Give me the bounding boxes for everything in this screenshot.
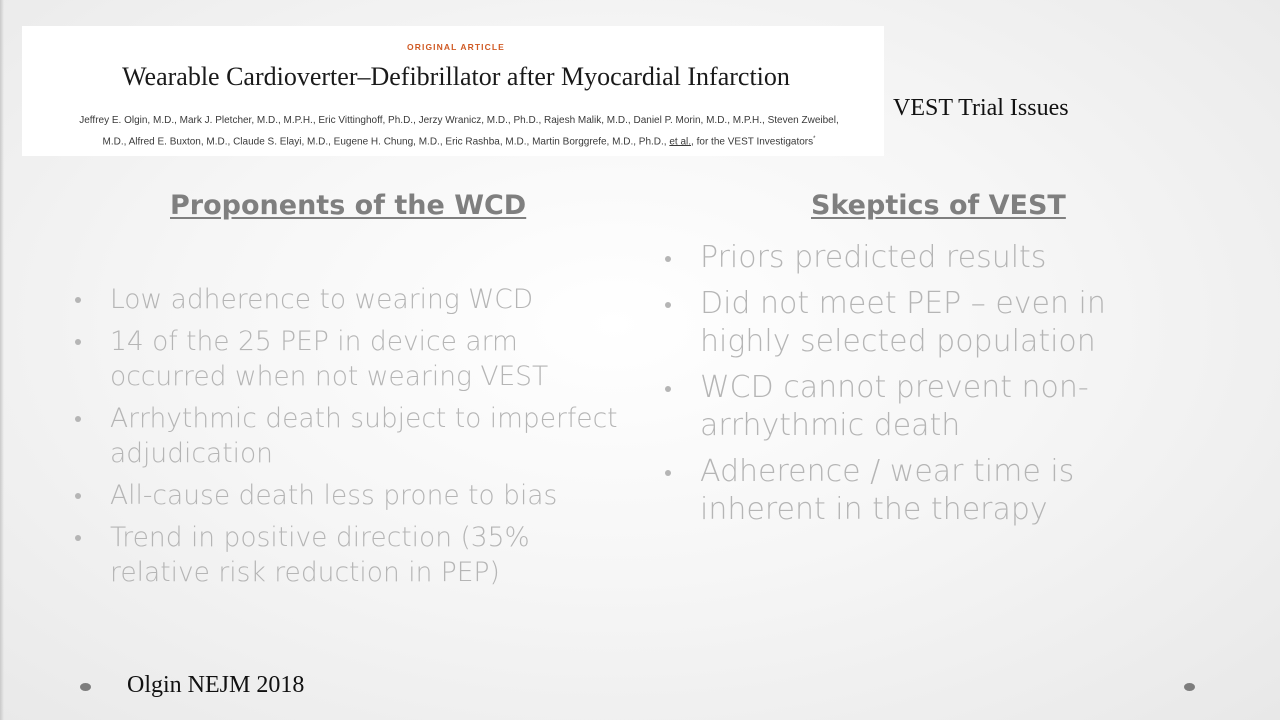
proponents-heading: Proponents of the WCD bbox=[170, 190, 527, 221]
list-item: Priors predicted results bbox=[663, 239, 1133, 278]
article-authors bbox=[44, 111, 874, 151]
proponents-list bbox=[73, 282, 633, 597]
skeptics-heading: Skeptics of VEST bbox=[811, 190, 1066, 221]
list-item: Low adherence to wearing WCD bbox=[73, 282, 633, 317]
list-item: WCD cannot prevent non-arrhythmic death bbox=[663, 369, 1133, 446]
citation: Olgin NEJM 2018 bbox=[127, 672, 305, 698]
list-item: 14 of the 25 PEP in device arm occurred when not wearing VEST bbox=[73, 324, 633, 394]
list-item: Arrhythmic death subject to imperfect adjudication bbox=[73, 401, 633, 471]
skeptics-list bbox=[663, 239, 1133, 537]
slide-title: VEST Trial Issues bbox=[893, 95, 1069, 121]
footnote-mark: * bbox=[813, 136, 816, 142]
article-header-image bbox=[22, 26, 884, 156]
footer-dot-left bbox=[80, 683, 91, 691]
authors-suffix: , for the VEST Investigators bbox=[691, 136, 814, 148]
et-al-link[interactable]: et al. bbox=[669, 136, 692, 148]
authors-line-1: Jeffrey E. Olgin, M.D., Mark J. Pletcher, M.D., M.P.H., Eric Vittinghoff, Ph.D., Jerzy Wranicz, M.D., Ph.D., Rajesh Malik, M.D., Daniel P. Morin, M.D., M.P.H., Steven Zweibel, bbox=[79, 115, 839, 126]
list-item: Trend in positive direction (35% relative risk reduction in PEP) bbox=[73, 520, 633, 590]
article-title: Wearable Cardioverter–Defibrillator after Myocardial Infarction bbox=[122, 62, 790, 91]
article-kicker: ORIGINAL ARTICLE bbox=[407, 42, 505, 52]
list-item: All-cause death less prone to bias bbox=[73, 478, 633, 513]
authors-line-2: M.D., Alfred E. Buxton, M.D., Claude S. Elayi, M.D., Eugene H. Chung, M.D., Eric Rashba, M.D., Martin Borggrefe, M.D., Ph.D., bbox=[102, 136, 667, 148]
slide-left-edge bbox=[0, 0, 4, 720]
footer-dot-right bbox=[1184, 683, 1195, 691]
list-item: Did not meet PEP – even in highly selected population bbox=[663, 285, 1133, 362]
list-item: Adherence / wear time is inherent in the therapy bbox=[663, 453, 1133, 530]
